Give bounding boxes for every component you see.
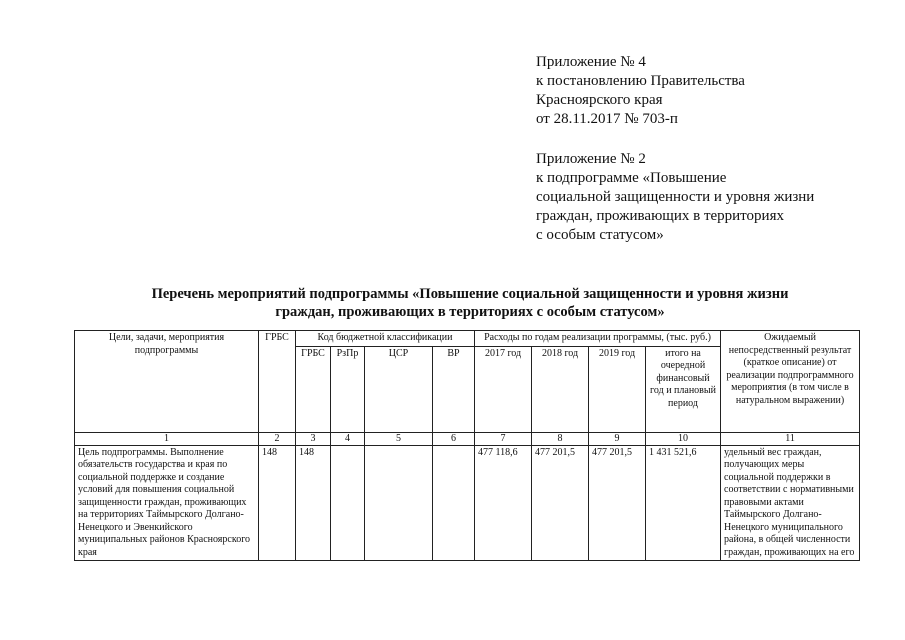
header-goals: Цели, задачи, мероприятия подпрограммы: [75, 331, 259, 433]
column-number: 3: [296, 432, 331, 445]
subheader-csr: ЦСР: [365, 346, 433, 432]
column-number: 7: [475, 432, 532, 445]
expense-2019-cell: 477 201,5: [589, 445, 646, 561]
header-expenses: Расходы по годам реализации программы, (тыс. руб.): [475, 331, 721, 347]
subheader-2018: 2018 год: [532, 346, 589, 432]
column-number: 11: [721, 432, 860, 445]
subheader-rzpr: РзПр: [331, 346, 365, 432]
expense-total-cell: 1 431 521,6: [646, 445, 721, 561]
appendix-2-header: [536, 150, 814, 245]
appendix-line: к подпрограмме «Повышение: [536, 170, 727, 186]
document-title: [60, 285, 880, 321]
appendix-line: Приложение № 2: [536, 151, 646, 167]
grbs-code-cell: 148: [296, 445, 331, 561]
appendix-line: Приложение № 4: [536, 54, 646, 70]
measures-table: [74, 330, 860, 561]
header-budget-code: Код бюджетной классификации: [296, 331, 475, 347]
header-expected-result: Ожидаемый непосредственный результат (краткое описание) от реализации подпрограммного мероприятия (в том числе в натуральном выражении): [721, 331, 860, 433]
subheader-vr: ВР: [433, 346, 475, 432]
csr-cell: [365, 445, 433, 561]
subheader-total: итого на очередной финансовый год и плановый период: [646, 346, 721, 432]
appendix-line: граждан, проживающих в территориях: [536, 208, 784, 224]
subheader-2019: 2019 год: [589, 346, 646, 432]
title-line-2: граждан, проживающих в территориях с особым статусом»: [275, 304, 665, 320]
appendix-line: от 28.11.2017 № 703-п: [536, 111, 678, 127]
header-grbs: ГРБС: [259, 331, 296, 433]
column-number: 10: [646, 432, 721, 445]
goal-cell: Цель подпрограммы. Выполнение обязательств государства и края по социальной поддержке и создание условий для повышения социальной защищенности граждан, проживающих на территориях Таймырского Долгано-Ненецкого и Эвенкийского муниципальных районов Красноярского края: [75, 445, 259, 561]
column-number: 8: [532, 432, 589, 445]
table-row: [75, 445, 860, 561]
appendix-line: Красноярского края: [536, 92, 663, 108]
subheader-2017: 2017 год: [475, 346, 532, 432]
subheader-grbs: ГРБС: [296, 346, 331, 432]
column-number: 4: [331, 432, 365, 445]
vr-cell: [433, 445, 475, 561]
expected-result-cell: удельный вес граждан, получающих меры социальной поддержки в соответствии с нормативными правовыми актами Таймырского Долгано-Ненецкого муниципального района, в общей численности граждан, проживающих на его: [721, 445, 860, 561]
column-number-row: [75, 432, 860, 445]
column-number: 2: [259, 432, 296, 445]
appendix-4-header: [536, 53, 745, 129]
column-number: 9: [589, 432, 646, 445]
grbs-cell: 148: [259, 445, 296, 561]
expense-2018-cell: 477 201,5: [532, 445, 589, 561]
title-line-1: Перечень мероприятий подпрограммы «Повышение социальной защищенности и уровня жизни: [151, 286, 789, 302]
column-number: 5: [365, 432, 433, 445]
column-number: 1: [75, 432, 259, 445]
rzpr-cell: [331, 445, 365, 561]
column-number: 6: [433, 432, 475, 445]
appendix-line: к постановлению Правительства: [536, 73, 745, 89]
appendix-line: с особым статусом»: [536, 227, 664, 243]
appendix-line: социальной защищенности и уровня жизни: [536, 189, 815, 205]
expense-2017-cell: 477 118,6: [475, 445, 532, 561]
